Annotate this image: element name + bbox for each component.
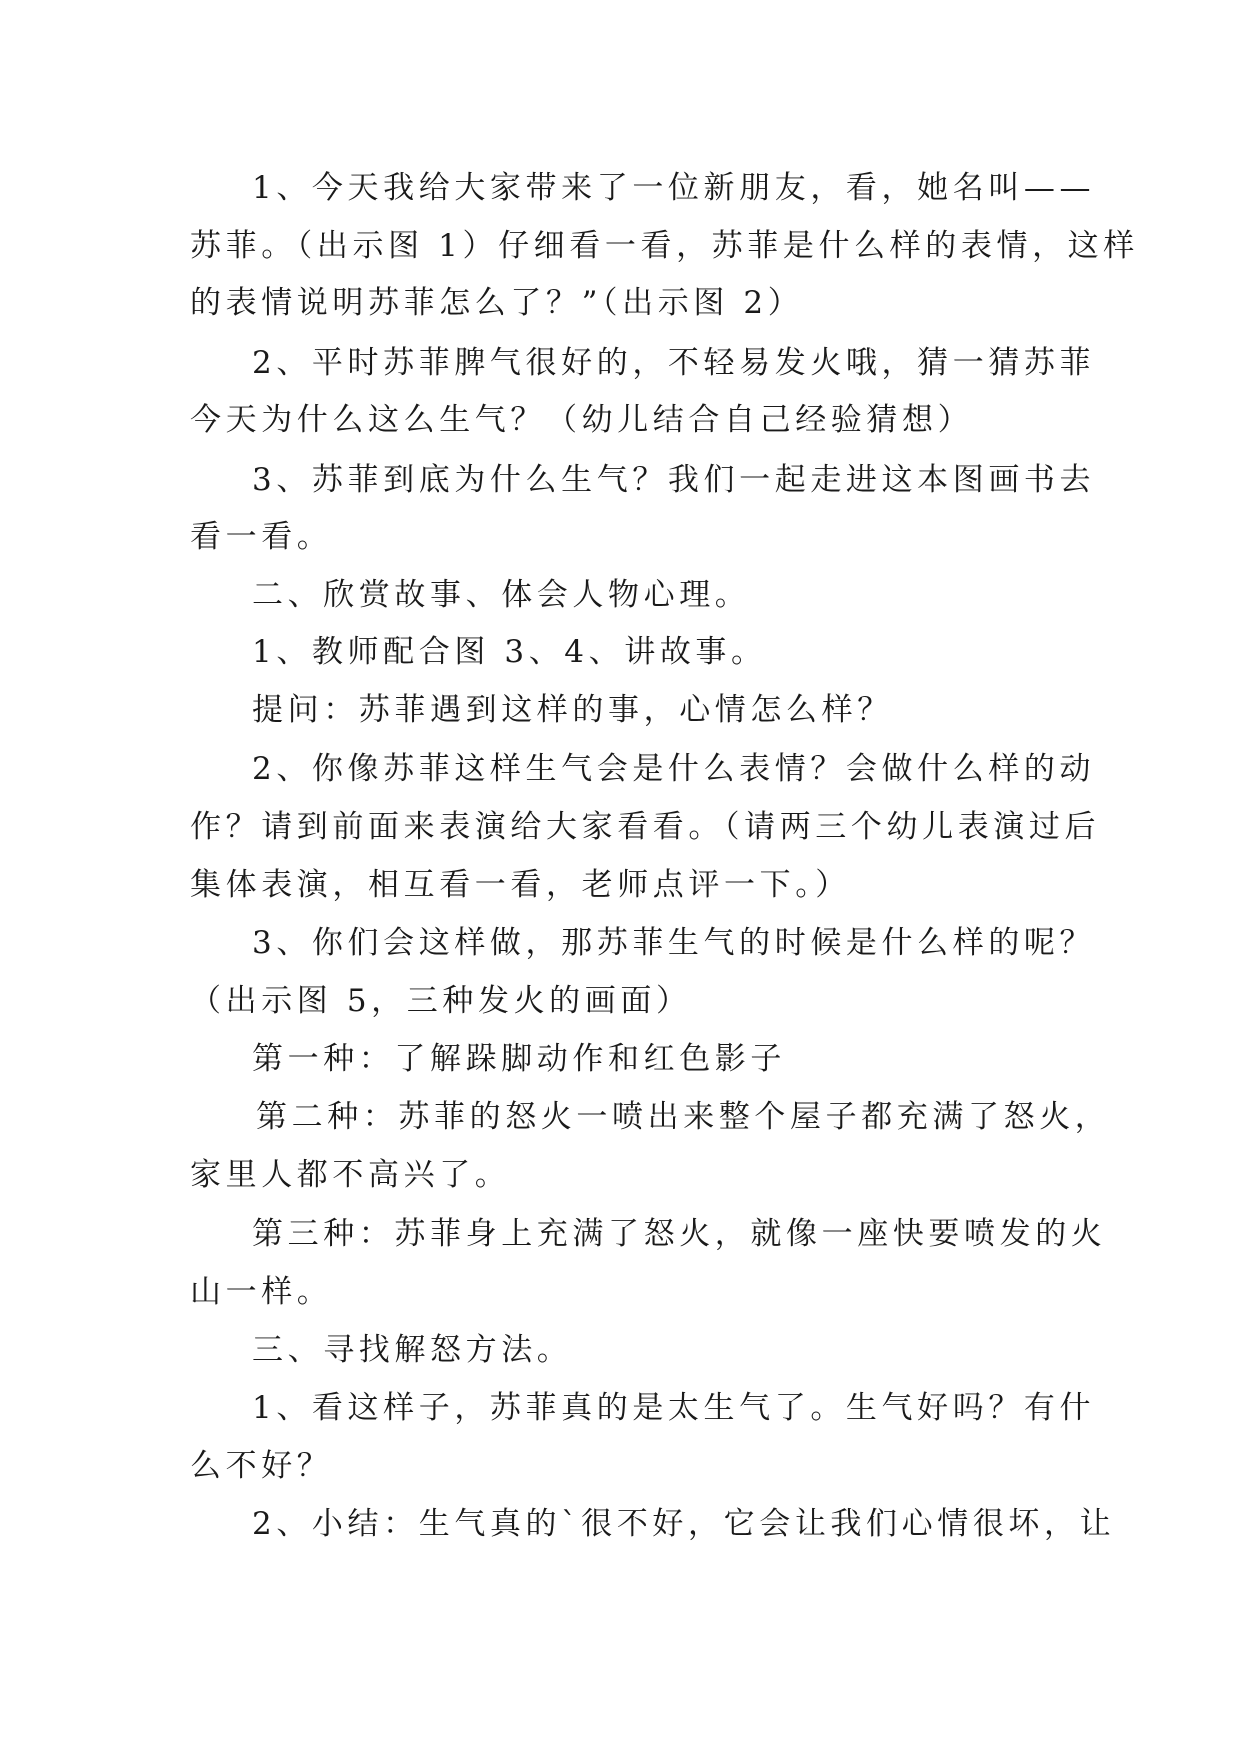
text-line: 1、今天我给大家带来了一位新朋友，看，她名叫——	[252, 170, 1096, 206]
text-line: 提问：苏菲遇到这样的事，心情怎么样？	[252, 692, 893, 728]
text-line: 第一种：了解跺脚动作和红色影子	[252, 1041, 786, 1077]
text-line: 家里人都不高兴了。	[190, 1157, 511, 1193]
text-line: 苏菲。（出示图 1）仔细看一看，苏菲是什么样的表情，这样	[190, 228, 1139, 264]
text-line: 作？请到前面来表演给大家看看。（请两三个幼儿表演过后	[190, 809, 1101, 845]
text-line: 2、平时苏菲脾气很好的，不轻易发火哦，猜一猜苏菲	[252, 345, 1096, 381]
text-line: 2、小结：生气真的`很不好，它会让我们心情很坏，让	[252, 1506, 1116, 1542]
text-line: 3、苏菲到底为什么生气？我们一起走进这本图画书去	[252, 462, 1096, 498]
text-line: 3、你们会这样做，那苏菲生气的时候是什么样的呢？	[252, 925, 1096, 961]
text-line: 1、教师配合图 3、4、讲故事。	[252, 634, 767, 670]
text-line: 集体表演，相互看一看，老师点评一下。）	[190, 867, 851, 903]
text-line: 今天为什么这么生气？（幼儿结合自己经验猜想）	[190, 402, 974, 438]
text-line: 的表情说明苏菲怎么了？”（出示图 2）	[190, 285, 804, 321]
text-line: 么不好？	[190, 1448, 333, 1484]
section-heading: 二、欣赏故事、体会人物心理。	[252, 577, 751, 613]
text-line: 第三种：苏菲身上充满了怒火，就像一座快要喷发的火	[252, 1216, 1107, 1252]
text-line: （出示图 5，三种发火的画面）	[190, 983, 692, 1019]
text-line: 2、你像苏菲这样生气会是什么表情？会做什么样的动	[252, 751, 1096, 787]
text-line: 1、看这样子，苏菲真的是太生气了。生气好吗？有什	[252, 1390, 1096, 1426]
text-line: 第二种：苏菲的怒火一喷出来整个屋子都充满了怒火，	[256, 1099, 1111, 1135]
text-line: 山一样。	[190, 1274, 333, 1310]
section-heading: 三、寻找解怒方法。	[252, 1332, 573, 1368]
text-line: 看一看。	[190, 519, 333, 555]
